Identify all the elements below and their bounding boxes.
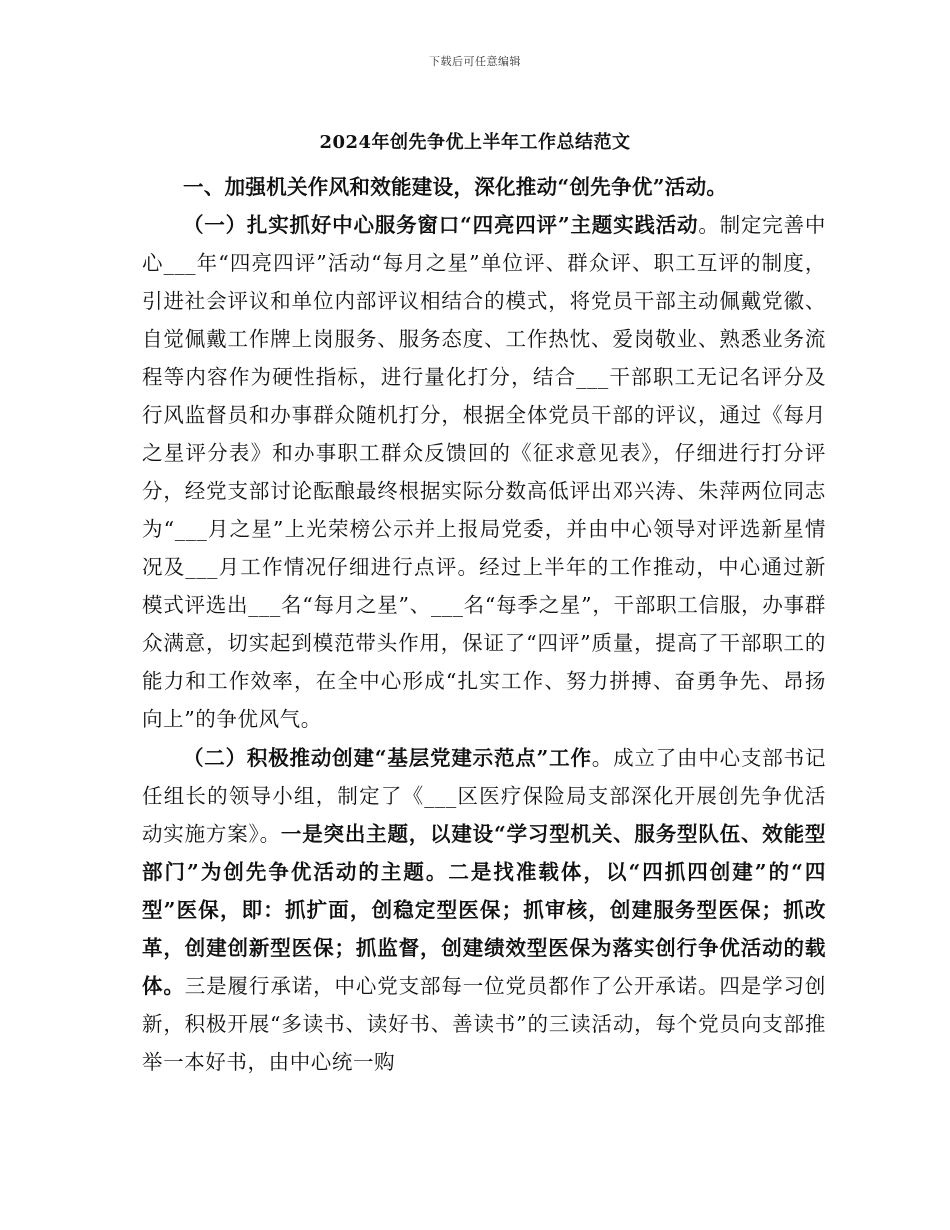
- header-note: 下载后可任意编辑: [429, 55, 521, 68]
- document-title: 2024年创先争优上半年工作总结范文: [319, 132, 631, 153]
- document-body: [142, 168, 826, 1081]
- section-heading-1: 一、加强机关作风和效能建设，深化推动“创先争优”活动。: [183, 175, 728, 199]
- paragraph-1-lead: （一）扎实抓好中心服务窗口“四亮四评”主题实践活动: [183, 213, 699, 237]
- paragraph-2-text-continued: 三是履行承诺，中心党支部每一位党员都作了公开承诺。四是学习创新，积极开展“多读书、读好书、善读书”的三读活动，每个党员向支部推举一本好书，由中心统一购: [142, 974, 827, 1074]
- paragraph-1: [142, 206, 826, 738]
- paragraph-1-text: 。制定完善中心___年“四亮四评”活动“每月之星”单位评、群众评、职工互评的制度，引进社会评议和单位内部评议相结合的模式，将党员干部主动佩戴党徽、自觉佩戴工作牌上岗服务、服务态度、工作热忱、爱岗敬业、熟悉业务流程等内容作为硬性指标，进行量化打分，结合___干部职工无记名评分及行风监督员和办事群众随机打分，根据全体党员干部的评议，通过《每月之星评分表》和办事职工群众反馈回的《征求意见表》，仔细进行打分评分，经党支部讨论酝酿最终根据实际分数高低评出邓兴涛、朱萍两位同志为“___月之星”上光荣榜公示并上报局党委，并由中心领导对评选新星情况及___月工作情况仔细进行点评。经过上半年的工作推动，中心通过新模式评选出___名“每月之星”、___名“每季之星”，干部职工信服，办事群众满意，切实起到模范带头作用，保证了“四评”质量，提高了干部职工的能力和工作效率，在全中心形成“扎实工作、努力拼搏、奋勇争先、昂扬向上”的争优风气。: [142, 213, 826, 731]
- paragraph-2-text: 。成立了由中心支部书记任组长的领导小组，制定了《___区医疗保险局支部深化开展创先争优活动实施方案》。: [142, 746, 826, 846]
- paragraph-2: [142, 739, 826, 1081]
- paragraph-2-lead: （二）积极推动创建“基层党建示范点”工作: [183, 746, 592, 770]
- paragraph-2-bold-text: 一是突出主题，以建设“学习型机关、服务型队伍、效能型部门”为创先争优活动的主题。二是找准载体，以“四抓四创建”的“四型”医保，即：抓扩面，创稳定型医保；抓审核，创建服务型医保；抓改革，创建创新型医保；抓监督，创建绩效型医保为落实创行争优活动的载体。: [142, 822, 826, 998]
